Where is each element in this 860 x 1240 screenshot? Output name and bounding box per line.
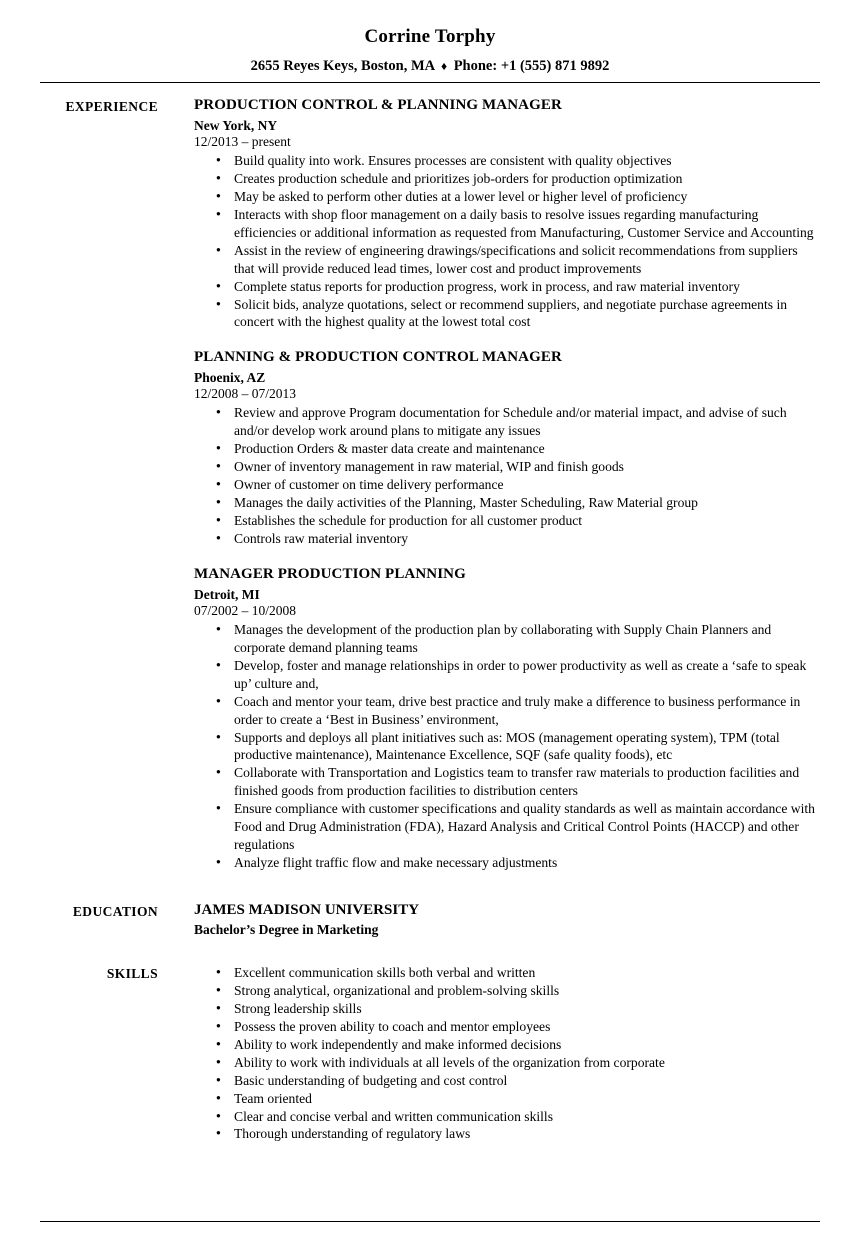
job-bullet: ● Controls raw material inventory xyxy=(216,530,820,548)
section-label-skills: SKILLS xyxy=(106,966,158,981)
skills-bullet-list xyxy=(194,964,820,1143)
education-degree: Bachelor’s Degree in Marketing xyxy=(194,922,379,937)
candidate-name: Corrine Torphy xyxy=(364,26,496,47)
job-bullet: ● Ensure compliance with customer specifications and quality standards as well as maintain accordance with Food and Drug Administration (FDA), Hazard Analysis and Critical Control Points (HACCP) and other regulations xyxy=(216,800,820,854)
job-bullet: ● Establishes the schedule for production for all customer product xyxy=(216,512,820,530)
job-bullet-list xyxy=(194,621,820,872)
job-bullet-list xyxy=(194,404,820,548)
job-location: New York, NY xyxy=(194,118,278,133)
job-bullet: ● Owner of inventory management in raw material, WIP and finish goods xyxy=(216,458,820,476)
experience-item xyxy=(194,349,820,548)
experience-item xyxy=(194,97,820,331)
job-dates: 12/2013 – present xyxy=(194,134,291,149)
skill-bullet: ● Ability to work with individuals at all levels of the organization from corporate xyxy=(216,1054,820,1072)
job-bullet: ● Analyze flight traffic flow and make necessary adjustments xyxy=(216,854,820,872)
skill-bullet: ● Strong leadership skills xyxy=(216,1000,820,1018)
job-bullet: ● Assist in the review of engineering drawings/specifications and solicit recommendations from suppliers that will provide reduced lead times, lower cost and product improvements xyxy=(216,242,820,278)
section-label-education: EDUCATION xyxy=(72,904,158,919)
job-bullet: ● Manages the development of the production plan by collaborating with Supply Chain Planners and corporate demand planning teams xyxy=(216,621,820,657)
section-label-experience: EXPERIENCE xyxy=(65,99,158,114)
job-dates: 07/2002 – 10/2008 xyxy=(194,602,297,618)
job-bullet: ● Coach and mentor your team, drive best practice and truly make a difference to business performance in order to create a ‘Best in Business’ environment, xyxy=(216,693,820,729)
skill-bullet: ● Basic understanding of budgeting and cost control xyxy=(216,1072,820,1090)
education-body xyxy=(158,902,820,938)
job-bullet: ● Creates production schedule and prioritizes job-orders for production optimization xyxy=(216,170,820,188)
section-education xyxy=(40,902,820,938)
job-bullet: ● Owner of customer on time delivery performance xyxy=(216,476,820,494)
job-bullet: ● Interacts with shop floor management on a daily basis to resolve issues regarding manufacturing efficiencies or additional information as requested from Manufacturing, Customer Service and Accounting xyxy=(216,206,820,242)
skill-bullet: ● Ability to work independently and make informed decisions xyxy=(216,1036,820,1054)
job-bullet: ● Complete status reports for production progress, work in process, and raw material inventory xyxy=(216,278,820,296)
footer-divider xyxy=(40,1221,820,1222)
experience-body xyxy=(158,97,820,872)
skills-body xyxy=(158,964,820,1143)
section-skills xyxy=(40,964,820,1143)
contact-address: 2655 Reyes Keys, Boston, MA xyxy=(250,58,435,74)
job-bullet: ● Develop, foster and manage relationships in order to power productivity as well as create a ‘safe to speak up’ culture and, xyxy=(216,657,820,693)
skill-bullet: ● Team oriented xyxy=(216,1090,820,1108)
education-school: JAMES MADISON UNIVERSITY xyxy=(194,902,420,918)
skill-bullet: ● Strong analytical, organizational and problem-solving skills xyxy=(216,982,820,1000)
job-bullet: ● Solicit bids, analyze quotations, select or recommend suppliers, and negotiate purchase agreements in concert with the highest quality at the lowest total cost xyxy=(216,296,820,332)
job-bullet: ● Collaborate with Transportation and Logistics team to transfer raw materials to production facilities and finished goods from production facilities to distribution centers xyxy=(216,764,820,800)
skill-bullet: ● Clear and concise verbal and written communication skills xyxy=(216,1108,820,1126)
diamond-separator-icon: ♦ xyxy=(440,59,448,73)
job-bullet: ● Review and approve Program documentation for Schedule and/or material impact, and advise of such and/or develop work around plans to mitigate any issues xyxy=(216,404,820,440)
job-title: PRODUCTION CONTROL & PLANNING MANAGER xyxy=(194,97,562,113)
skill-bullet: ● Excellent communication skills both verbal and written xyxy=(216,964,820,982)
job-title: MANAGER PRODUCTION PLANNING xyxy=(194,565,466,582)
contact-phone: Phone: +1 (555) 871 9892 xyxy=(453,58,610,74)
job-bullet: ● Production Orders & master data create and maintenance xyxy=(216,440,820,458)
job-location: Phoenix, AZ xyxy=(194,370,266,386)
contact-line xyxy=(40,58,820,75)
job-bullet: ● Manages the daily activities of the Planning, Master Scheduling, Raw Material group xyxy=(216,494,820,512)
skill-bullet: ● Possess the proven ability to coach and mentor employees xyxy=(216,1018,820,1036)
skill-bullet: ● Thorough understanding of regulatory laws xyxy=(216,1125,820,1143)
job-dates: 12/2008 – 07/2013 xyxy=(194,386,297,402)
job-title: PLANNING & PRODUCTION CONTROL MANAGER xyxy=(194,349,562,366)
header-divider xyxy=(40,82,820,83)
job-bullet: ● May be asked to perform other duties at a lower level or higher level of proficiency xyxy=(216,188,820,206)
job-bullet: ● Supports and deploys all plant initiatives such as: MOS (management operating system), TPM (total productive maintenance), Maintenance Excellence, SQF (safe quality foods), etc xyxy=(216,729,820,765)
section-experience xyxy=(40,97,820,872)
experience-item xyxy=(194,566,820,872)
job-bullet-list xyxy=(194,152,820,331)
job-bullet: ● Build quality into work. Ensures processes are consistent with quality objectives xyxy=(216,152,820,170)
job-location: Detroit, MI xyxy=(194,586,260,602)
